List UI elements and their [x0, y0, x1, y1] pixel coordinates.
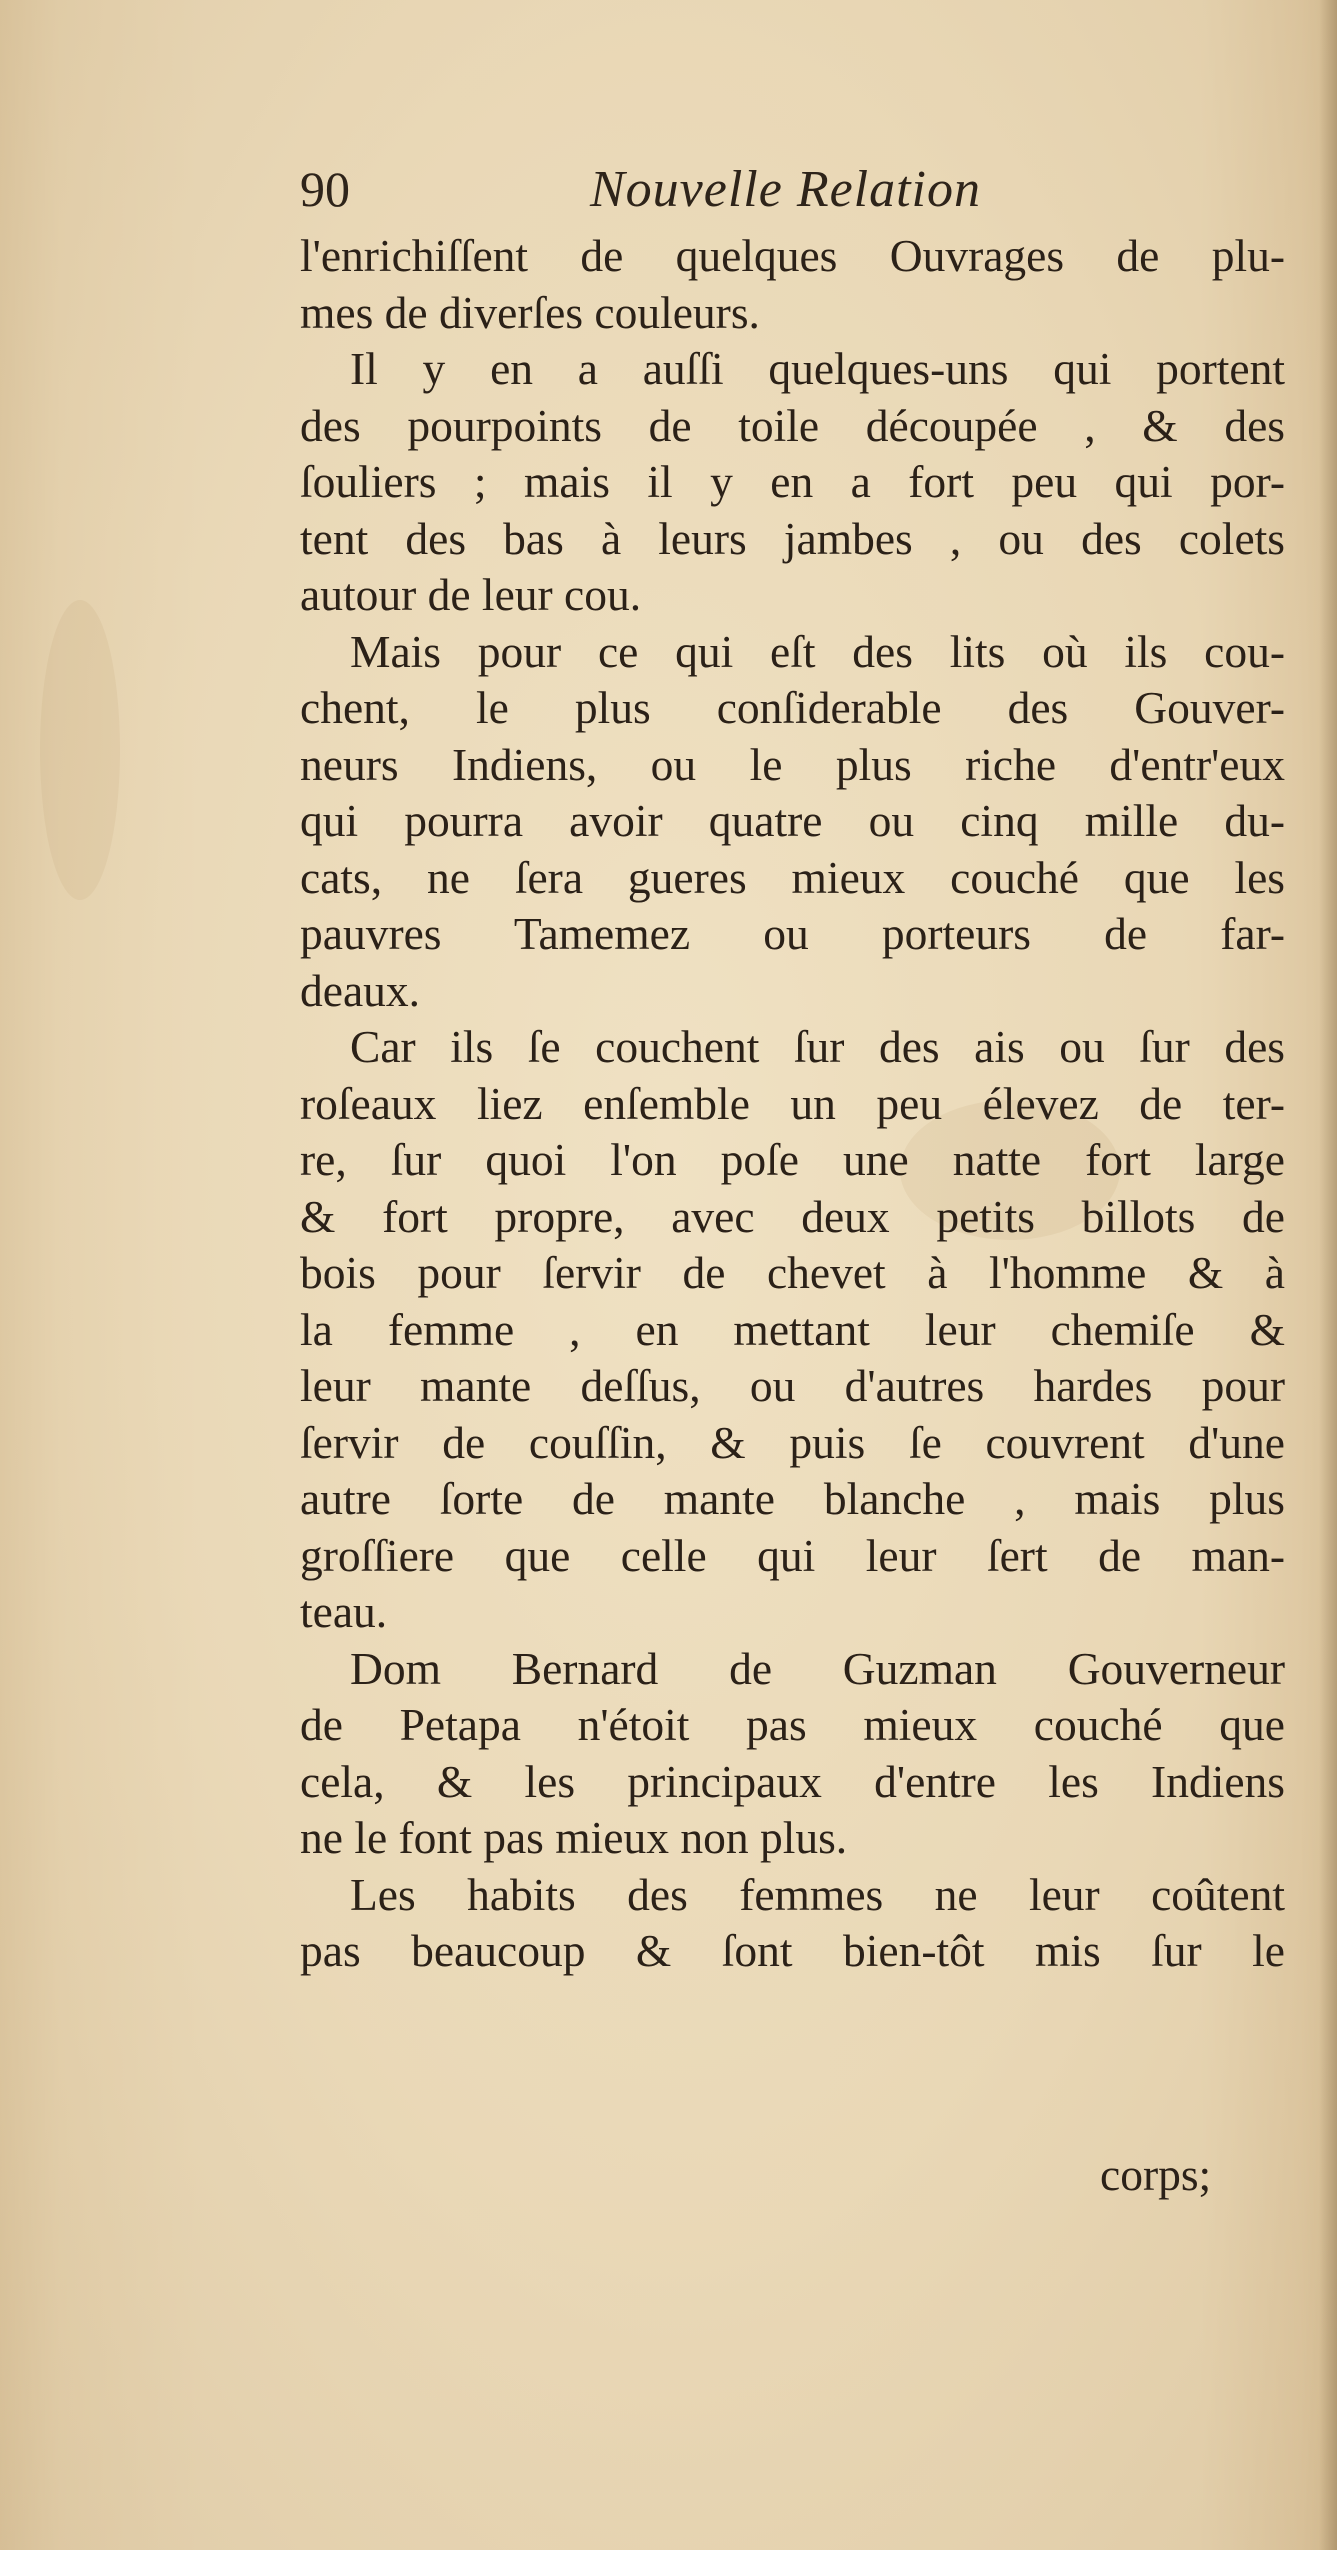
text-line: ne le font pas mieux non plus.: [300, 1812, 848, 1863]
text-line: chent, le plus conſiderable des Gouver-: [300, 682, 1285, 733]
text-line: ſouliers ; mais il y en a fort peu qui por-: [300, 456, 1285, 507]
text-line: des pourpoints de toile découpée , & des: [300, 399, 1285, 451]
text-line: Mais pour ce qui eſt des lits où ils cou-: [350, 625, 1285, 677]
page-number: 90: [300, 161, 350, 217]
text-line: leur mante deſſus, ou d'autres hardes pour: [300, 1360, 1285, 1411]
paper-stain: [40, 600, 120, 900]
text-line: de Petapa n'étoit pas mieux couché que: [300, 1699, 1285, 1750]
text-line: ſervir de couſſin, & puis ſe couvrent d'une: [300, 1416, 1285, 1468]
text-line: re, ſur quoi l'on poſe une natte fort large: [300, 1134, 1285, 1185]
text-line: Il y en a auſſi quelques-uns qui portent: [350, 343, 1285, 394]
text-line: deaux.: [300, 964, 421, 1016]
text-line: cela, & les principaux d'entre les Indiens: [300, 1755, 1285, 1807]
text-line: roſeaux liez enſemble un peu élevez de ter-: [300, 1077, 1285, 1129]
text-line: neurs Indiens, ou le plus riche d'entr'eux: [300, 738, 1285, 790]
text-line: Les habits des femmes ne leur coûtent: [350, 1868, 1285, 1920]
text-line: mes de diverſes couleurs.: [300, 286, 760, 338]
text-line: groſſiere que celle qui leur ſert de man-: [300, 1529, 1285, 1581]
text-line: bois pour ſervir de chevet à l'homme & à: [300, 1247, 1285, 1298]
page-header: [300, 160, 1100, 230]
text-line: la femme , en mettant leur chemiſe &: [300, 1303, 1285, 1355]
text-line: qui pourra avoir quatre ou cinq mille du-: [300, 795, 1285, 846]
text-line: autre ſorte de mante blanche , mais plus: [300, 1473, 1285, 1524]
text-line: cats, ne ſera gueres mieux couché que les: [300, 851, 1285, 903]
running-title: Nouvelle Relation: [590, 161, 982, 218]
text-line: l'enrichiſſent de quelques Ouvrages de plu-: [300, 230, 1285, 281]
page-edge: [1319, 0, 1337, 2550]
text-line: & fort propre, avec deux petits billots de: [300, 1190, 1285, 1242]
text-line: teau.: [300, 1586, 388, 1637]
text-line: autour de leur cou.: [300, 569, 642, 620]
body-text: [300, 228, 1285, 1980]
text-line: pas beaucoup & ſont bien-tôt mis ſur le: [300, 1925, 1285, 1976]
text-line: Car ils ſe couchent ſur des ais ou ſur des: [350, 1021, 1285, 1072]
catchword: corps;: [1100, 2149, 1212, 2200]
text-line: Dom Bernard de Guzman Gouverneur: [350, 1642, 1285, 1694]
text-line: tent des bas à leurs jambes , ou des colets: [300, 512, 1285, 564]
text-line: pauvres Tamemez ou porteurs de far-: [300, 908, 1285, 959]
